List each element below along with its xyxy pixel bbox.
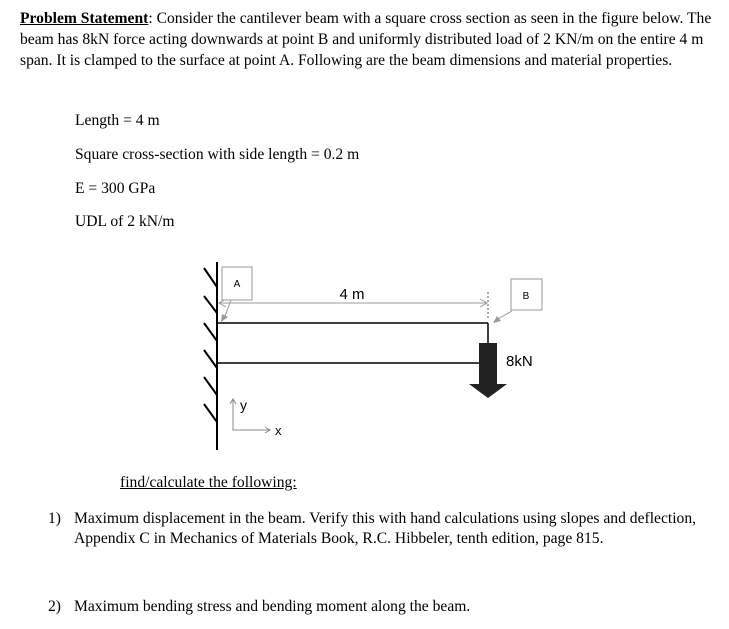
force-label: 8kN <box>506 353 533 370</box>
axis-y-label: y <box>240 397 247 413</box>
list-item <box>48 509 718 549</box>
label-a: A <box>233 279 241 290</box>
wall-hatching <box>204 262 217 450</box>
item-number: 1) <box>48 510 61 527</box>
force-arrow <box>469 343 507 398</box>
problem-heading: Problem Statement <box>20 10 149 27</box>
property-udl: UDL of 2 kN/m <box>75 213 175 230</box>
label-b: B <box>522 291 530 302</box>
find-label: find/calculate the following: <box>120 474 297 491</box>
list-item <box>48 597 718 617</box>
property-modulus: E = 300 GPa <box>75 180 156 197</box>
beam <box>217 323 488 363</box>
property-cross-section: Square cross-section with side length = 0.2 m <box>75 146 360 163</box>
item-text: Maximum displacement in the beam. Verify this with hand calculations using slopes and deflection, Appendix C in Mechanics of Materials Book, R.C. Hibbeler, tenth edition, page 815. <box>74 510 697 547</box>
item-number: 2) <box>48 598 61 615</box>
axis-x-label: x <box>275 423 282 438</box>
axis-icon <box>230 399 270 433</box>
property-length: Length = 4 m <box>75 112 160 129</box>
problem-text: : Consider the cantilever beam with a square cross section as seen in the figure below. The beam has 8kN force acting downwards at point B and uniformly distributed load of 2 KN/m on the entire 4 m span. It is clamped to the surface at point A. Following are the beam dimensions and material properties. <box>20 10 712 69</box>
span-label: 4 m <box>339 286 365 303</box>
item-text: Maximum bending stress and bending moment along the beam. <box>74 598 471 615</box>
